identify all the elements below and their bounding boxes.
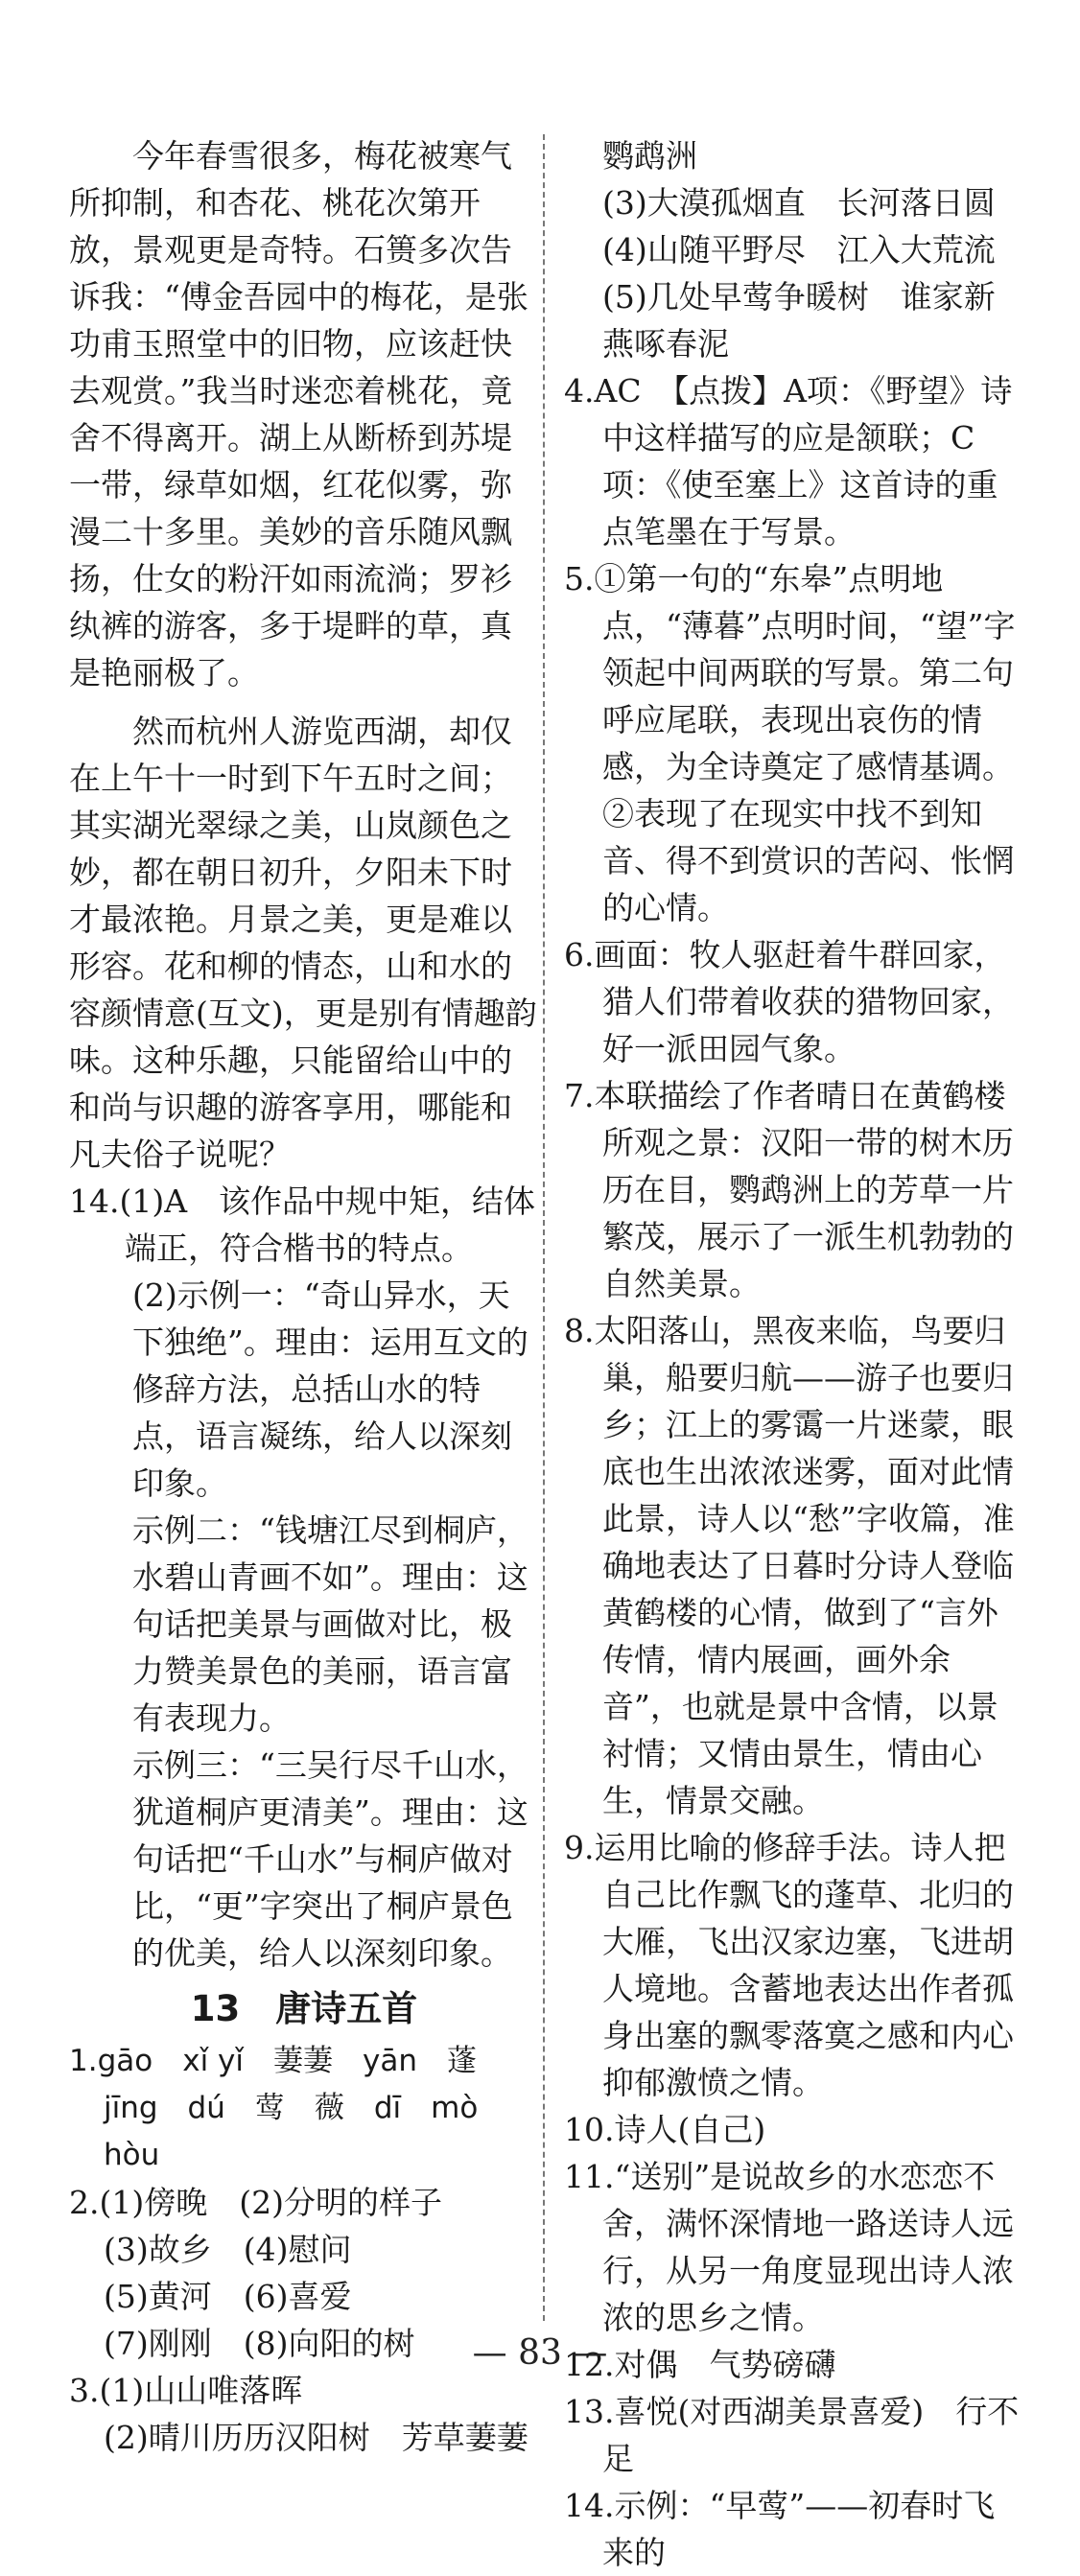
answer-3-3: (3)大漠孤烟直 长河落日圆 [602, 184, 996, 222]
answer-5: 5.①第一句的“东皋”点明地点，“薄暮”点明时间，“望”字领起中间两联的写景。第二句呼应尾联，表现出哀伤的情感，为全诗奠定了感情基调。②表现了在现实中找不到知音、得不到赏识的苦闷、怅惘的心情。 [564, 560, 1016, 926]
answer-1-line-1 [69, 2038, 539, 2085]
answer-4: 4.AC 【点拨】A项：《野望》诗中这样描写的应是颔联；C项：《使至塞上》这首诗的重点笔墨在于写景。 [564, 372, 1013, 550]
section-title: 13 唐诗五首 [190, 1988, 418, 2029]
right-column [564, 132, 1024, 2576]
answer-10: 10.诗人(自己) [564, 2111, 766, 2148]
answer-2-row-2: (3)故乡 (4)慰问 [104, 2231, 352, 2268]
answer-6: 6.画面：牧人驱赶着牛群回家，猎人们带着收获的猎物回家，好一派田园气象。 [564, 936, 1014, 1067]
answer-3-5: (5)几处早莺争暖树 谁家新燕啄春泥 [602, 278, 996, 363]
answer-1-pinyin-row-3: hòu [104, 2138, 160, 2172]
answer-14-2: (2)示例一：“奇山异水，天下独绝”。理由：运用互文的修辞方法，总括山水的特点，语言凝练，给人以深刻印象。 [132, 1276, 528, 1502]
answer-3-4: (4)山随平野尽 江入大荒流 [602, 231, 996, 269]
answer-1-label: 1. [69, 2044, 98, 2078]
answer-2-row-4: (7)刚刚 (8)向阳的树 [104, 2325, 415, 2362]
answer-7: 7.本联描绘了作者晴日在黄鹤楼所观之景：汉阳一带的树木历历在目，鹦鹉洲上的芳草一片繁茂，展示了一派生机勃勃的自然美景。 [564, 1077, 1014, 1302]
answer-11: 11.“送别”是说故乡的水恋恋不舍，满怀深情地一路送诗人远行，从另一角度显现出诗人浓浓的思乡之情。 [564, 2158, 1014, 2336]
answer-13: 13.喜悦(对西湖美景喜爱) 行不足 [564, 2393, 1020, 2477]
page-number: — 83 — [472, 2333, 608, 2373]
translation-paragraph-2: 然而杭州人游览西湖，却仅在上午十一时到下午五时之间；其实湖光翠绿之美，山岚颜色之妙，都在朝日初升，夕阳未下时才最浓艳。月景之美，更是难以形容。花和柳的情态，山和水的容颜情意(互文)，更是别有情趣韵味。这种乐趣，只能留给山中的和尚与识趣的游客享用，哪能和凡夫俗子说呢？ [69, 713, 537, 1173]
answer-8: 8.太阳落山，黑夜来临，鸟要归巢，船要归航——游子也要归乡；江上的雾霭一片迷蒙，眼底也生出浓浓迷雾，面对此情此景，诗人以“愁”字收篇，准确地表达了日暮时分诗人登临黄鹤楼的心情，做到了“言外传情，情内展画，画外余音”，也就是景中含情，以景衬情；又情由景生，情由心生，情景交融。 [564, 1312, 1015, 1819]
column-divider [543, 134, 545, 2321]
answer-2-row-1: 2.(1)傍晚 (2)分明的样子 [69, 2184, 442, 2221]
answer-14-example-2: 示例二：“钱塘江尽到桐庐，水碧山青画不如”。理由：这句话把美景与画做对比，极力赞美景色的美丽，语言富有表现力。 [132, 1511, 528, 1737]
answer-3-continued: 鹦鹉洲 [602, 137, 697, 175]
answer-1-pinyin-row-2: jīng dú 莺 薇 dī mò [104, 2091, 479, 2125]
answer-14: 14.示例：“早莺”——初春时飞来的 [564, 2487, 996, 2571]
answer-14-1: 14.(1)A 该作品中规中矩，结体端正，符合楷书的特点。 [69, 1183, 536, 1267]
answer-14-example-3: 示例三：“三吴行尽千山水，犹道桐庐更清美”。理由：这句话把“千山水”与桐庐做对比，“更”字突出了桐庐景色的优美，给人以深刻印象。 [132, 1746, 528, 1972]
left-column [69, 132, 539, 2461]
translation-paragraph-1: 今年春雪很多，梅花被寒气所抑制，和杏花、桃花次第开放，景观更是奇特。石篑多次告诉我：“傅金吾园中的梅花，是张功甫玉照堂中的旧物，应该赶快去观赏。”我当时迷恋着桃花，竟舍不得离开。湖上从断桥到苏堤一带，绿草如烟，红花似雾，弥漫二十多里。美妙的音乐随风飘扬，仕女的粉汗如雨流淌；罗衫纨裤的游客，多于堤畔的草，真是艳丽极了。 [69, 137, 528, 691]
answer-1-pinyin-row-1: gāo xǐ yǐ 萋萋 yān 蓬 [97, 2044, 477, 2078]
answer-3-row-1: 3.(1)山山唯落晖 [69, 2372, 303, 2409]
answer-2-row-3: (5)黄河 (6)喜爱 [104, 2278, 352, 2315]
answer-3-row-2: (2)晴川历历汉阳树 芳草萋萋 [104, 2419, 528, 2456]
answer-9: 9.运用比喻的修辞手法。诗人把自己比作飘飞的蓬草、北归的大雁，飞出汉家边塞，飞进胡人境地。含蓄地表达出作者孤身出塞的飘零落寞之感和内心抑郁激愤之情。 [564, 1829, 1014, 2101]
answer-12: 12.对偶 气势磅礴 [564, 2346, 836, 2383]
